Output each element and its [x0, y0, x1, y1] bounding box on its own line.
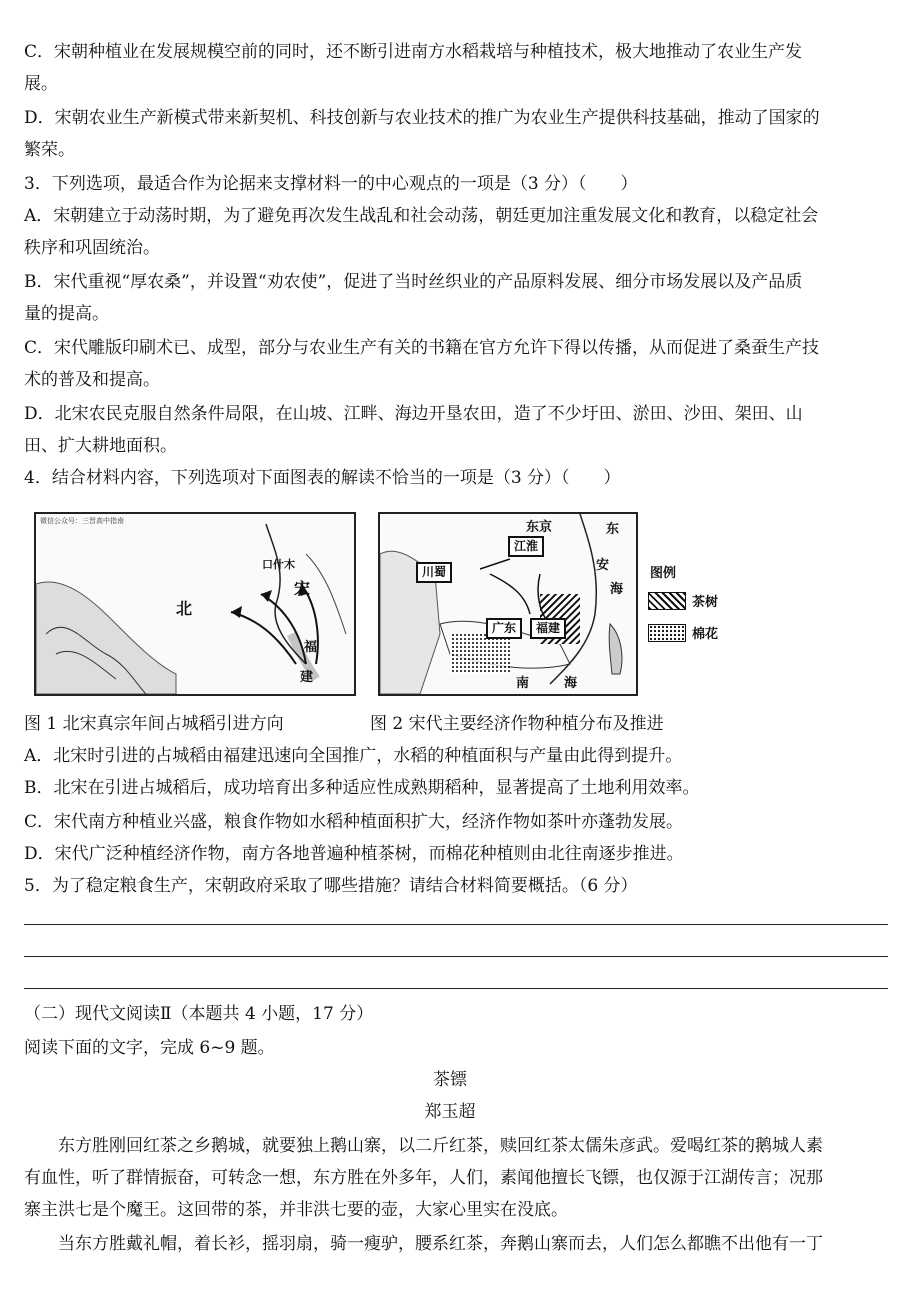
map2-label-an: 安	[596, 558, 610, 573]
reading-instruction: 阅读下面的文字，完成 6~9 题。	[24, 1038, 275, 1058]
figure-2-caption: 图 2 宋代主要经济作物种植分布及推进	[370, 714, 664, 734]
q3-option-a-line2: 秩序和巩固统治。	[24, 238, 160, 258]
paragraph-1-line-1: 东方胜刚回红茶之乡鹅城，就要独上鹅山寨，以二斤红茶，赎回红茶太儒朱彦武。爱喝红茶的鹅城人素	[24, 1136, 823, 1156]
map2-label-dongjing: 东京	[526, 520, 553, 535]
legend-cotton-label: 棉花	[692, 627, 719, 642]
option-d-line2: 繁荣。	[24, 140, 75, 160]
paragraph-2-line-1: 当东方胜戴礼帽，着长衫，摇羽扇，骑一瘦驴，腰系红茶，奔鹅山寨而去，人们怎么都瞧不出他有一丁	[24, 1234, 823, 1254]
answer-line-1	[24, 924, 888, 925]
paragraph-1-line-3: 寨主洪七是个魔王。这回带的茶，并非洪七要的壶，大家心里实在没底。	[24, 1200, 568, 1220]
map2-box-jianghuai: 江淮	[508, 536, 544, 557]
map-figure-2	[378, 512, 638, 696]
answer-line-2	[24, 956, 888, 957]
map-figure-1	[34, 512, 356, 696]
option-c-line2: 展。	[24, 74, 58, 94]
map1-watermark: 微信公众号：三晋高中指南	[40, 517, 124, 525]
paragraph-1-line-2: 有血性，听了群情振奋，可转念一想，东方胜在外多年，人们，素闻他擅长飞镖，也仅源于江湖传言；况那	[24, 1168, 823, 1188]
legend-tea-label: 茶树	[692, 595, 719, 610]
map2-box-fujian: 福建	[530, 618, 566, 639]
question-5: 5．为了稳定粮食生产，宋朝政府采取了哪些措施？请结合材料简要概括。（6 分）	[24, 876, 638, 896]
map2-label-dong: 东	[606, 522, 620, 537]
question-3: 3．下列选项，最适合作为论据来支撑材料一的中心观点的一项是（3 分）（ ）	[24, 174, 638, 194]
map2-label-nan: 南	[516, 676, 530, 691]
answer-line-3	[24, 988, 888, 989]
map2-box-chuanshu: 川蜀	[416, 562, 452, 583]
map2-box-guangdong: 广东	[486, 618, 522, 639]
option-c-line1: C．宋朝种植业在发展规模空前的同时，还不断引进南方水稻栽培与种植技术，极大地推动了农业生产发	[24, 42, 803, 62]
map2-label-hai2: 海	[564, 676, 578, 691]
q4-option-c: C．宋代南方种植业兴盛，粮食作物如水稻种植面积扩大，经济作物如茶叶亦蓬勃发展。	[24, 812, 684, 832]
map1-label-fu: 福	[304, 640, 318, 655]
legend-tea-swatch	[648, 592, 686, 610]
map2-label-hai: 海	[610, 582, 624, 597]
q4-option-b: B．北宋在引进占城稻后，成功培育出多种适应性成熟期稻种，显著提高了土地利用效率。	[24, 778, 700, 798]
q3-option-c-line2: 术的普及和提高。	[24, 370, 160, 390]
article-title: 茶镖	[433, 1070, 467, 1090]
map1-label-song: 宋	[294, 579, 311, 598]
q3-option-c-line1: C．宋代雕版印刷术已、成型，部分与农业生产有关的书籍在官方允许下得以传播，从而促进了桑蚕生产技	[24, 338, 820, 358]
q3-option-d-line1: D．北宋农民克服自然条件局限，在山坡、江畔、海边开垦农田，造了不少圩田、淤田、沙田、架田、山	[24, 404, 803, 424]
q4-option-d: D．宋代广泛种植经济作物，南方各地普遍种植茶树，而棉花种植则由北往南逐步推进。	[24, 844, 684, 864]
section-heading: （二）现代文阅读Ⅱ（本题共 4 小题，17 分）	[24, 1004, 374, 1024]
map1-label-kou: 口什木	[262, 558, 295, 571]
article-author: 郑玉超	[424, 1102, 476, 1122]
map1-label-jian: 建	[300, 670, 314, 685]
option-d-line1: D．宋朝农业生产新模式带来新契机、科技创新与农业技术的推广为农业生产提供科技基础，推动了国家的	[24, 108, 820, 128]
legend-cotton-swatch	[648, 624, 686, 642]
q3-option-a-line1: A．宋朝建立于动荡时期，为了避免再次发生战乱和社会动荡，朝廷更加注重发展文化和教育，以稳定社会	[24, 206, 819, 226]
q3-option-b-line1: B．宋代重视“厚农桑”，并设置“劝农使”，促进了当时丝织业的产品原料发展、细分市场发展以及产品质	[24, 272, 803, 292]
q4-option-a: A．北宋时引进的占城稻由福建迅速向全国推广，水稻的种植面积与产量由此得到提升。	[24, 746, 683, 766]
question-4: 4．结合材料内容，下列选项对下面图表的解读不恰当的一项是（3 分）（ ）	[24, 468, 621, 488]
legend-title: 图例	[650, 566, 677, 581]
q3-option-d-line2: 田、扩大耕地面积。	[24, 436, 177, 456]
map1-label-bei: 北	[176, 599, 193, 618]
q3-option-b-line2: 量的提高。	[24, 304, 109, 324]
figure-1-caption: 图 1 北宋真宗年间占城稻引进方向	[24, 714, 284, 734]
